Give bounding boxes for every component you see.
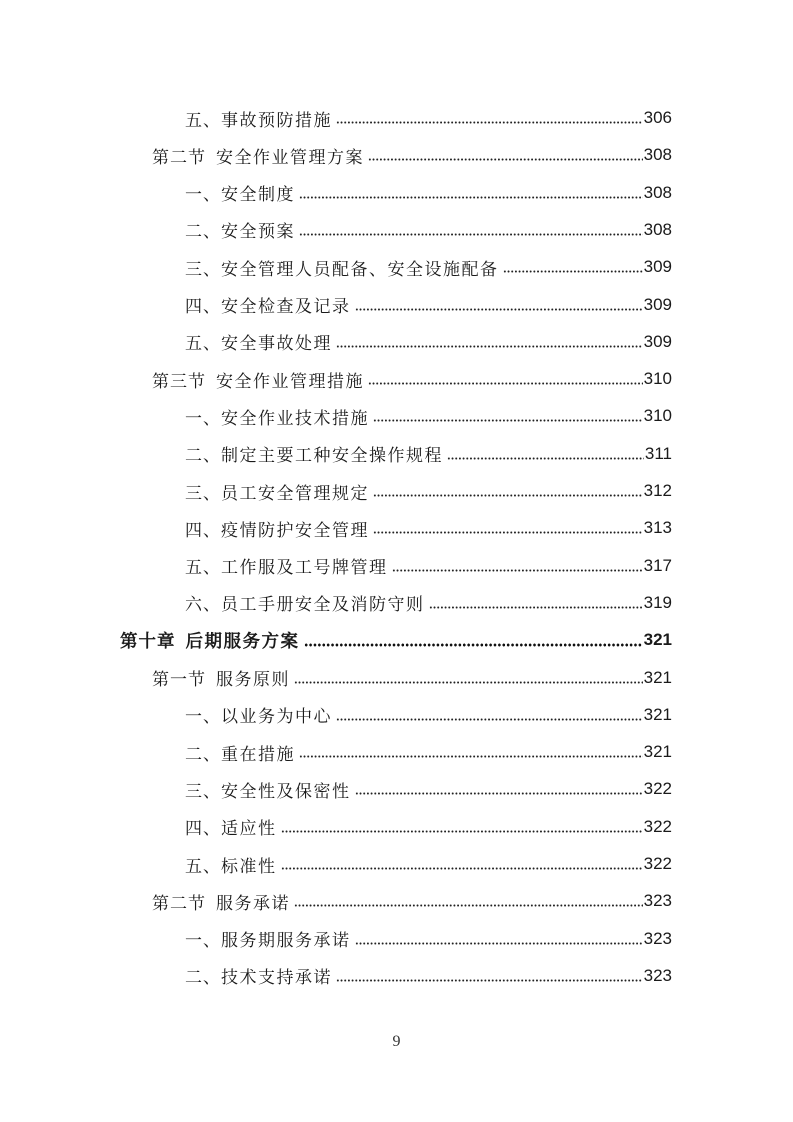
dot-leader	[294, 681, 643, 684]
dot-leader	[281, 867, 643, 870]
toc-entry[interactable]	[185, 476, 672, 506]
entry-page: 321	[643, 742, 672, 762]
entry-title: 安全作业管理方案	[216, 147, 364, 168]
entry-title: 技术支持承诺	[221, 968, 332, 989]
entry-page: 308	[643, 219, 672, 239]
entry-prefix: 三、	[185, 483, 221, 504]
toc-entry[interactable]	[185, 737, 672, 767]
toc-entry[interactable]	[185, 401, 672, 431]
entry-title: 以业务为中心	[221, 707, 332, 728]
dot-leader	[355, 942, 643, 945]
toc-chapter-entry[interactable]	[120, 625, 672, 655]
entry-title: 服务承诺	[216, 893, 290, 914]
toc-entry[interactable]	[185, 700, 672, 730]
entry-page: 309	[643, 257, 672, 277]
entry-page: 319	[643, 592, 672, 612]
entry-prefix: 五、	[185, 558, 221, 579]
dot-leader	[392, 569, 643, 572]
entry-title: 员工手册安全及消防守则	[221, 595, 425, 616]
entry-prefix: 二、	[185, 968, 221, 989]
entry-title: 适应性	[221, 819, 277, 840]
entry-page: 317	[643, 555, 672, 575]
entry-page: 321	[643, 667, 672, 687]
entry-page: 322	[643, 854, 672, 873]
toc-entry[interactable]	[185, 774, 672, 804]
entry-page: 323	[643, 965, 672, 985]
entry-page: 311	[644, 443, 672, 463]
toc-entry[interactable]	[185, 290, 672, 320]
entry-title: 工作服及工号牌管理	[221, 558, 388, 579]
entry-page: 313	[643, 518, 672, 538]
entry-title: 安全检查及记录	[221, 297, 351, 317]
entry-title: 服务原则	[216, 670, 290, 690]
entry-page: 323	[643, 928, 672, 948]
entry-page: 310	[643, 406, 672, 426]
toc-entry[interactable]	[185, 327, 672, 357]
toc-entry[interactable]	[185, 103, 672, 133]
entry-prefix: 第三节	[152, 371, 206, 392]
dot-leader	[304, 643, 643, 647]
entry-prefix: 四、	[185, 297, 221, 317]
dot-leader	[299, 233, 643, 236]
entry-prefix: 一、	[185, 707, 221, 728]
entry-title: 事故预防措施	[221, 110, 332, 131]
dot-leader	[336, 979, 643, 982]
entry-title: 重在措施	[221, 744, 295, 765]
dot-leader	[336, 121, 643, 124]
dot-leader	[355, 792, 643, 795]
dot-leader	[281, 830, 643, 833]
entry-prefix: 四、	[185, 819, 221, 840]
entry-title: 安全作业管理措施	[216, 371, 364, 392]
toc-entry[interactable]	[152, 364, 672, 394]
toc-entry[interactable]	[152, 140, 672, 170]
dot-leader	[373, 419, 643, 422]
entry-prefix: 三、	[185, 259, 221, 280]
entry-prefix: 一、	[185, 185, 221, 206]
entry-title: 安全预案	[221, 222, 295, 243]
entry-prefix: 第二节	[152, 147, 206, 168]
toc-entry[interactable]	[185, 588, 672, 618]
entry-title: 后期服务方案	[185, 631, 300, 652]
dot-leader	[373, 494, 643, 497]
entry-page: 308	[643, 182, 672, 202]
entry-page: 309	[643, 331, 672, 351]
dot-leader	[299, 755, 643, 758]
toc-entry[interactable]	[185, 252, 672, 282]
toc-entry[interactable]	[185, 215, 672, 245]
entry-page: 310	[643, 369, 672, 389]
entry-page: 306	[643, 108, 672, 127]
dot-leader	[294, 904, 643, 907]
entry-prefix: 一、	[185, 931, 221, 952]
entry-page: 309	[643, 294, 672, 314]
toc-entry[interactable]	[185, 924, 672, 954]
entry-title: 安全事故处理	[221, 334, 332, 355]
entry-prefix: 六、	[185, 595, 221, 616]
page-number: 9	[392, 1033, 401, 1050]
toc-entry[interactable]	[152, 886, 672, 916]
entry-title: 安全管理人员配备、安全设施配备	[221, 259, 499, 280]
entry-title: 制定主要工种安全操作规程	[221, 446, 443, 467]
toc-entry[interactable]	[185, 551, 672, 581]
entry-prefix: 第二节	[152, 893, 206, 914]
entry-page: 321	[643, 630, 672, 650]
entry-title: 员工安全管理规定	[221, 483, 369, 504]
entry-title: 安全性及保密性	[221, 781, 351, 802]
toc-entry[interactable]	[185, 961, 672, 991]
entry-title: 疫情防护安全管理	[221, 520, 369, 541]
dot-leader	[429, 606, 643, 609]
entry-page: 308	[643, 145, 672, 165]
entry-prefix: 五、	[185, 110, 221, 131]
entry-page: 312	[643, 481, 672, 500]
toc-entry[interactable]	[185, 849, 672, 879]
entry-title: 安全制度	[221, 185, 295, 206]
entry-prefix: 五、	[185, 856, 221, 877]
dot-leader	[368, 382, 643, 385]
entry-prefix: 二、	[185, 744, 221, 765]
dot-leader	[368, 158, 643, 161]
dot-leader	[336, 718, 643, 721]
entry-prefix: 四、	[185, 520, 221, 541]
entry-prefix: 一、	[185, 408, 221, 429]
toc-entry[interactable]	[185, 439, 672, 469]
entry-title: 安全作业技术措施	[221, 408, 369, 429]
dot-leader	[336, 345, 643, 348]
entry-prefix: 五、	[185, 334, 221, 355]
entry-page: 322	[643, 779, 672, 799]
entry-page: 322	[643, 816, 672, 836]
dot-leader	[355, 308, 643, 311]
entry-prefix: 第十章	[120, 631, 176, 652]
entry-page: 323	[643, 891, 672, 911]
dot-leader	[503, 270, 643, 273]
entry-page: 321	[643, 704, 672, 724]
entry-prefix: 第一节	[152, 670, 206, 690]
toc-entry[interactable]	[185, 812, 672, 842]
toc-entry[interactable]	[185, 178, 672, 208]
toc-entry[interactable]	[152, 663, 672, 693]
dot-leader	[447, 457, 644, 460]
dot-leader	[299, 196, 643, 199]
entry-title: 服务期服务承诺	[221, 931, 351, 952]
toc-entry[interactable]	[185, 513, 672, 543]
entry-prefix: 二、	[185, 222, 221, 243]
entry-prefix: 二、	[185, 446, 221, 467]
entry-title: 标准性	[221, 856, 277, 877]
entry-prefix: 三、	[185, 781, 221, 802]
dot-leader	[373, 531, 643, 534]
